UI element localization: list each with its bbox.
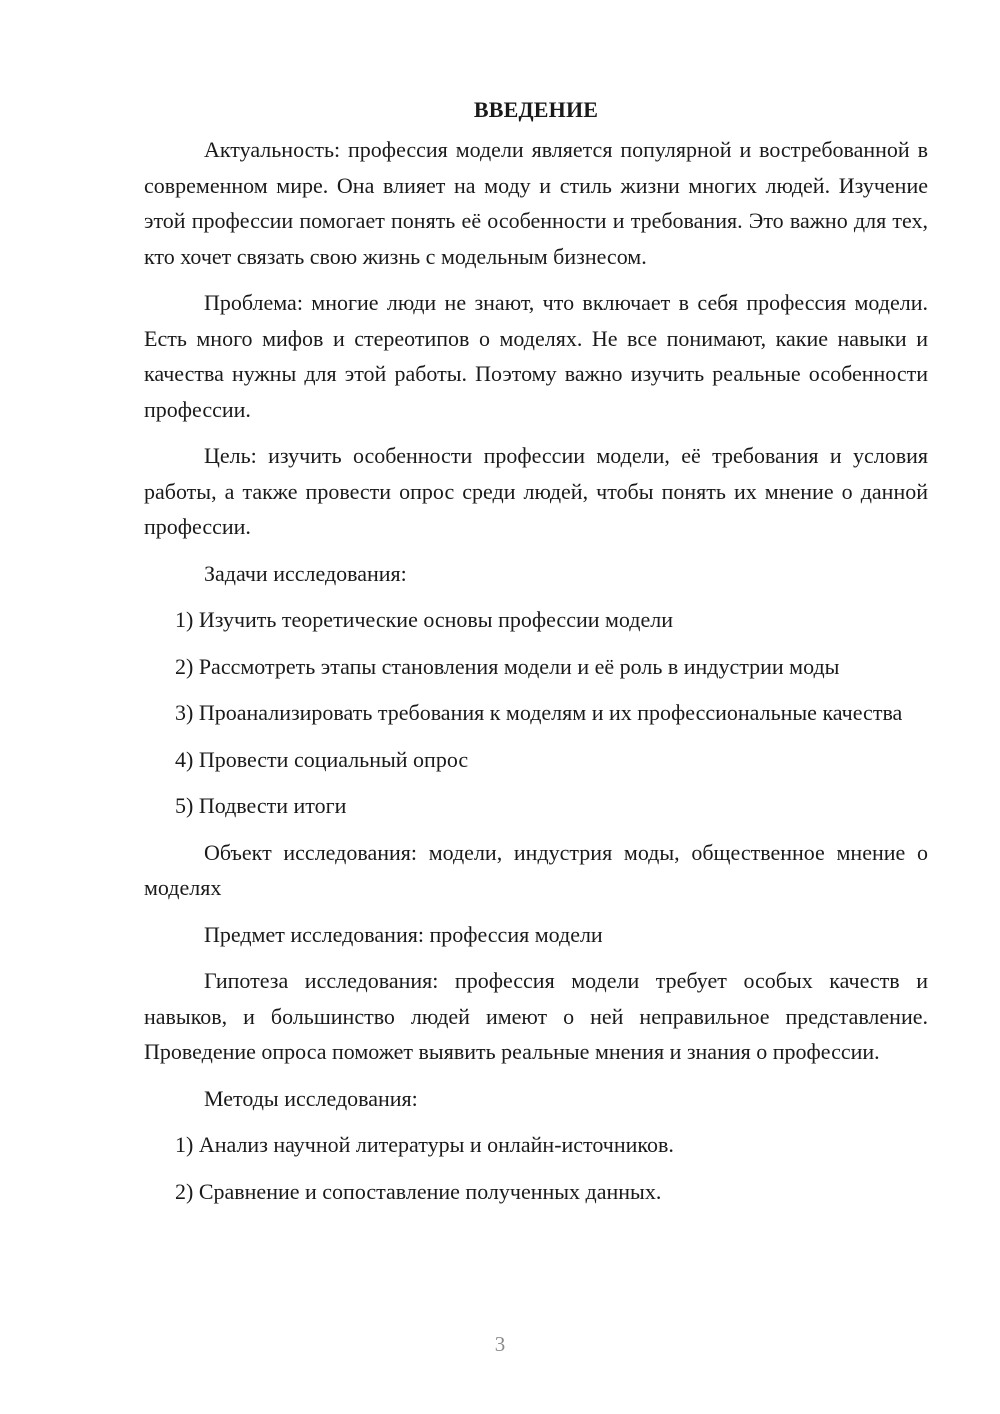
hypothesis-paragraph: Гипотеза исследования: профессия модели требует особых качеств и навыков, и большинство людей имеют о ней неправильное представление. Проведение опроса поможет выявить реальные мнения и знания о профессии. — [144, 968, 928, 1064]
task-item: 5) Подвести итоги — [175, 793, 347, 818]
methods-label: Методы исследования: — [204, 1085, 418, 1111]
method-item: 1) Анализ научной литературы и онлайн-источников. — [175, 1132, 674, 1157]
task-item: 1) Изучить теоретические основы профессии модели — [175, 607, 673, 632]
task-item: 3) Проанализировать требования к моделям и их профессиональные качества — [175, 700, 903, 725]
object-paragraph: Объект исследования: модели, индустрия моды, общественное мнение о моделях — [144, 839, 928, 900]
page-number: 3 — [494, 1332, 506, 1356]
relevance-paragraph: Актуальность: профессия модели является популярной и востребованной в современном мире. Она влияет на моду и стиль жизни многих людей. Изучение этой профессии помогает понять её особенности и требования. Это важно для тех, кто хочет связать свою жизнь с модельным бизнесом. — [144, 137, 928, 269]
goal-paragraph: Цель: изучить особенности профессии модели, её требования и условия работы, а также провести опрос среди людей, чтобы понять их мнение о данной профессии. — [144, 443, 928, 539]
task-item: 4) Провести социальный опрос — [175, 746, 469, 772]
page-title: ВВЕДЕНИЕ — [473, 97, 599, 122]
document-page — [144, 92, 928, 1220]
task-item: 2) Рассмотреть этапы становления модели и её роль в индустрии моды — [175, 653, 840, 679]
subject-paragraph: Предмет исследования: профессия модели — [204, 921, 603, 947]
method-item: 2) Сравнение и сопоставление полученных данных. — [175, 1178, 662, 1204]
problem-paragraph: Проблема: многие люди не знают, что включает в себя профессия модели. Есть много мифов и стереотипов о моделях. Не все понимают, какие навыки и качества нужны для этой работы. Поэтому важно изучить реальные особенности профессии. — [144, 290, 928, 422]
tasks-label: Задачи исследования: — [204, 560, 407, 586]
